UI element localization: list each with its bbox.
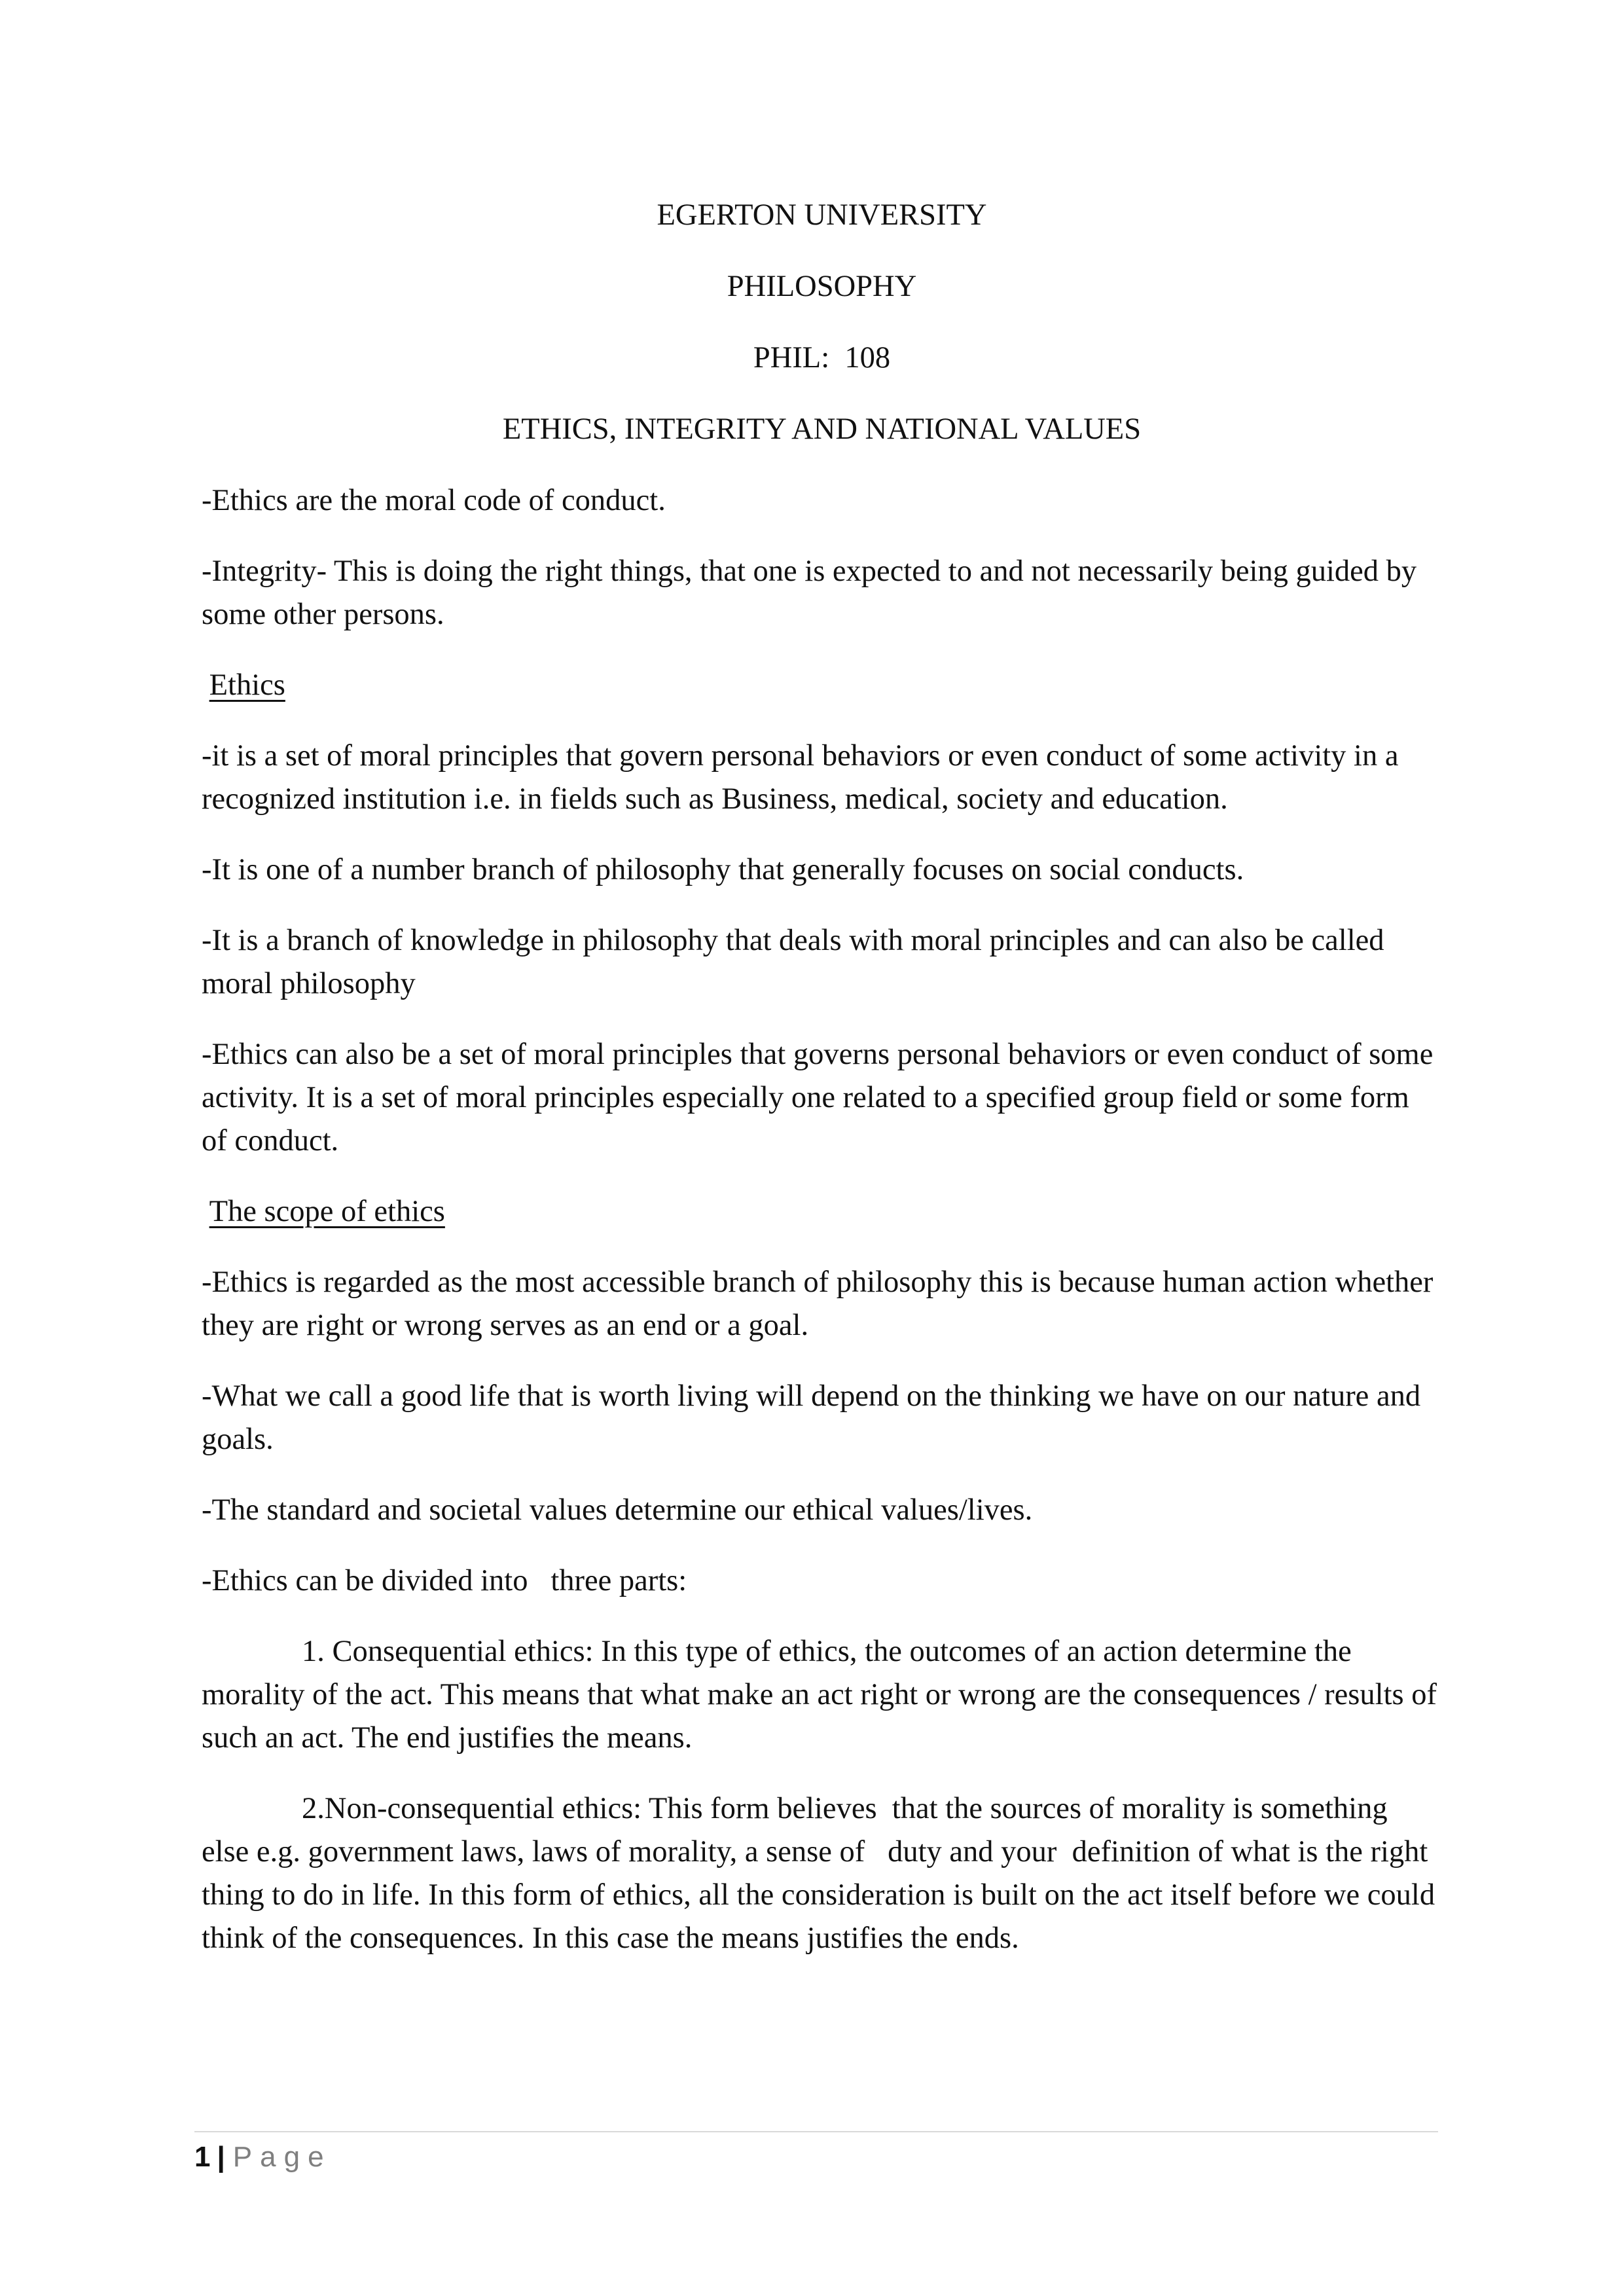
ethics-heading xyxy=(202,664,1442,707)
ethics-heading-text: Ethics xyxy=(209,668,285,702)
document-body xyxy=(202,194,1442,1988)
scope-paragraph: -Ethics is regarded as the most accessible branch of philosophy this is because human action whether they are right or wrong serves as an end or a goal. xyxy=(202,1266,1434,1342)
scope-paragraph: -What we call a good life that is worth living will depend on the thinking we have on our nature and goals. xyxy=(202,1379,1421,1456)
course-title: ETHICS, INTEGRITY AND NATIONAL VALUES xyxy=(502,412,1142,446)
ethics-paragraph: -It is one of a number branch of philosophy that generally focuses on social conducts. xyxy=(202,853,1244,886)
scope-heading-text: The scope of ethics xyxy=(209,1195,445,1228)
list-item-consequential: 1. Consequential ethics: In this type of ethics, the outcomes of an action determine the morality of the act. This means that what make an act right or wrong are the consequences / results of such an act. The end justifies the means. xyxy=(202,1635,1437,1755)
page-label: Page xyxy=(232,2141,332,2173)
scope-paragraph: -The standard and societal values determine our ethical values/lives. xyxy=(202,1493,1033,1527)
page-number: 1 xyxy=(194,2141,211,2173)
footer-separator: | xyxy=(217,2141,225,2173)
page-footer xyxy=(194,2136,332,2179)
ethics-paragraph: -It is a branch of knowledge in philosophy that deals with moral principles and can also be called moral philosophy xyxy=(202,924,1384,1000)
scope-heading xyxy=(202,1190,1442,1233)
ethics-paragraph: -Ethics can also be a set of moral principles that governs personal behaviors or even conduct of some activity. It is a set of moral principles especially one related to a specified group field or some form of conduct. xyxy=(202,1038,1434,1157)
course-code: PHIL: 108 xyxy=(753,341,891,374)
intro-paragraph-integrity: -Integrity- This is doing the right things, that one is expected to and not necessarily being guided by some other persons. xyxy=(202,555,1417,631)
institution-title: EGERTON UNIVERSITY xyxy=(657,198,987,232)
list-item-non-consequential: 2.Non-consequential ethics: This form believes that the sources of morality is something else e.g. government laws, laws of morality, a sense of duty and your definition of what is the right thing to do in life. In this form of ethics, all the consideration is built on the act itself before we could think of the consequences. In this case the means justifies the ends. xyxy=(202,1792,1443,1955)
scope-paragraph: -Ethics can be divided into three parts: xyxy=(202,1564,687,1597)
ethics-paragraph: -it is a set of moral principles that govern personal behaviors or even conduct of some activity in a recognized institution i.e. in fields such as Business, medical, society and education. xyxy=(202,739,1399,816)
intro-paragraph-ethics: -Ethics are the moral code of conduct. xyxy=(202,484,666,517)
department-title: PHILOSOPHY xyxy=(727,270,917,303)
footer-divider xyxy=(194,2131,1438,2132)
